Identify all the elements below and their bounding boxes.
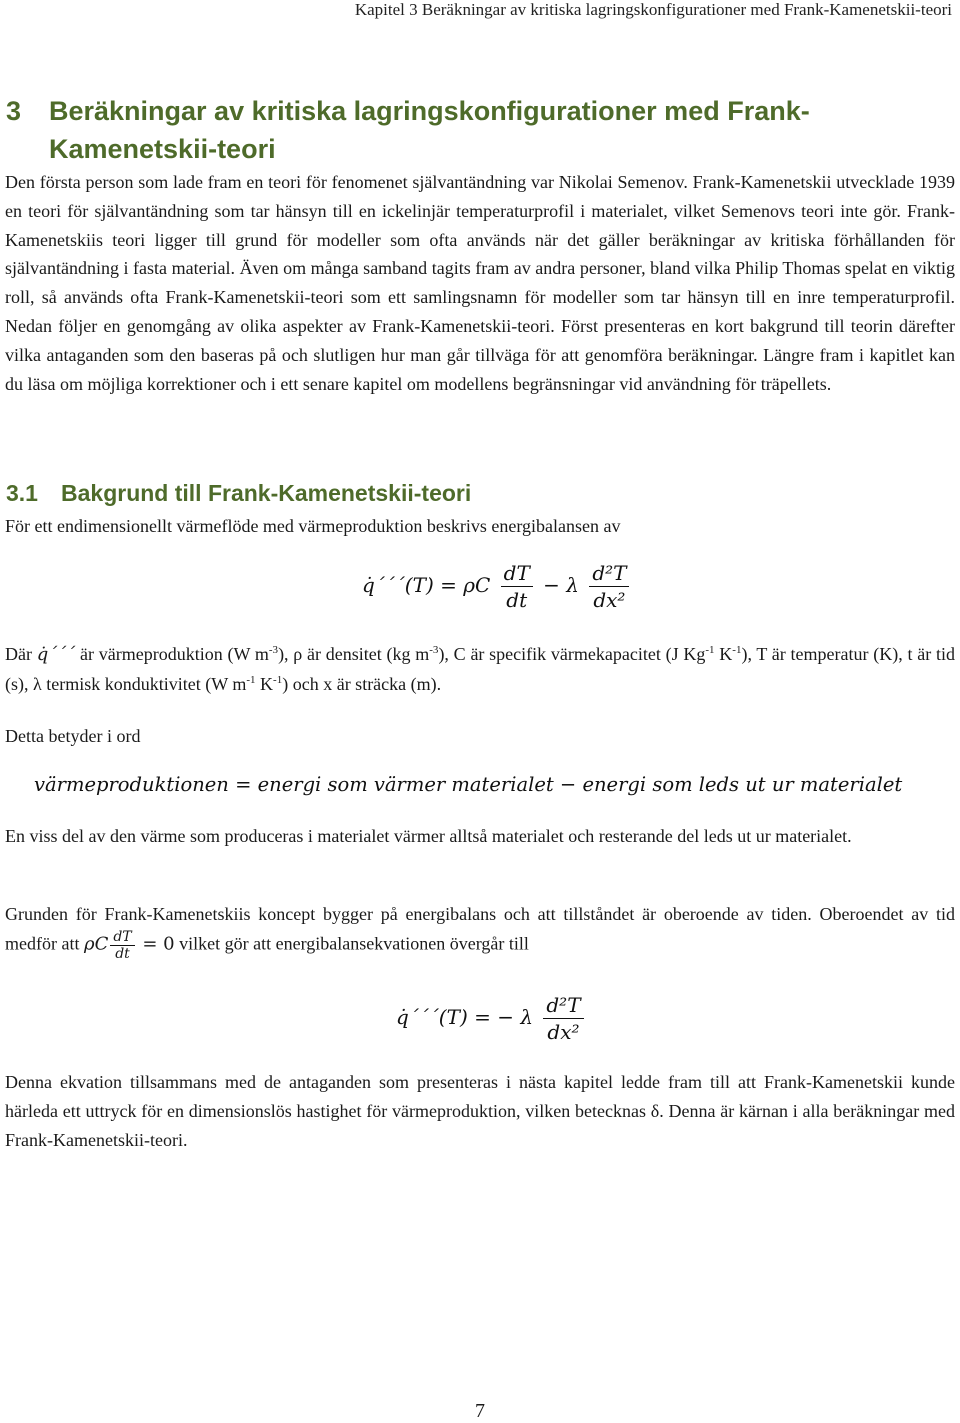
def-superscript: -1 [246,673,256,686]
def-superscript: -3 [268,644,279,656]
eq1-frac2-denominator: dx² [593,588,626,612]
equals-zero: = 0 [136,933,175,955]
closing-text: Denna ekvation tillsammans med de antaganden som presenteras i nästa kapitel ledde fram till att Frank-Kamenetskii kunde härleda ett uttryck för en dimensionslös hastighet för värmeproduktion, vilken betecknas [5,1072,955,1121]
def-text: är värmeproduktion (W m [75,644,269,664]
variable-definitions [5,640,955,699]
def-superscript: -1 [273,673,283,686]
eq1-lhs: q̇´´´(T) = ρC [362,573,491,597]
chapter-heading [6,92,946,168]
def-text: ) och x är sträcka (m). [282,673,442,694]
steady-text: vilket gör att energibalansekvationen övergår till [174,933,529,954]
def-superscript: -3 [429,644,439,656]
closing-text: . Denna är kärnan i alla beräkningar med Frank-Kamenetskii-teori. [5,1100,955,1150]
def-superscript: -1 [732,644,742,656]
section-intro: För ett endimensionellt värmeflöde med värmeproduktion beskrivs energibalansen av [5,516,621,536]
steady-text: Grunden för Frank-Kamenetskiis koncept bygger på energibalans och att tillståndet är oberoende av tiden. Oberoendet av tid medför att [5,904,955,954]
delta-symbol: δ [650,1100,660,1121]
def-superscript: -1 [705,644,715,656]
def-text: K [255,673,274,694]
def-text: ), ρ är densitet (kg m [278,644,430,664]
steady-state-equation [396,992,588,1045]
page-number: 7 [475,1400,485,1422]
section-heading [6,478,471,508]
heat-paragraph: En viss del av den värme som produceras i materialet värmer alltså materialet och resterande del leds ut ur materialet. [5,826,852,846]
in-words-intro: Detta betyder i ord [5,726,141,746]
intro-paragraph: Den första person som lade fram en teori för fenomenet självantändning var Nikolai Semenov. Frank-Kamenetskii utvecklade 1939 en teori för självantändning som tar hänsyn till en ickelinjär temperaturprofil i materialet, vilket Semenovs teori inte gör. Frank-Kamenetskiis teori ligger till grund för modeller som ofta används när det gäller beräkningar av kritiska förhållanden för självantändning i fasta material. Även om många samband tagits fram av andra personer, bland vilka Philip Thomas spelat en viktig roll, så används ofta Frank-Kamenetskii-teori som ett samlingsnamn för modeller som tar hänsyn till en inre temperaturprofil. Nedan följer en genomgång av olika aspekter av Frank-Kamenetskii-teori. Först presenteras en kort bakgrund till teorin därefter vilka antaganden som den baseras på och slutligen hur man går tillväga för att genomföra beräkningar. Längre fram i kapitlet kan du läsa om möjliga korrektioner och i ett senare kapitel om modellens begränsningar vid användning för träpellets. [5,172,955,394]
eq2-lhs: q̇´´´(T) = − λ [396,1005,534,1029]
rho-c-symbol: ρC [83,933,109,955]
section-number: 3.1 [6,480,38,506]
section-title: Bakgrund till Frank-Kamenetskii-teori [61,480,472,506]
def-text: K [714,644,733,664]
eq1-minus-lambda: − λ [543,573,579,597]
eq2-frac-numerator: d²T [543,992,583,1019]
chapter-title-line1: Beräkningar av kritiska lagringskonfigurationer med Frank- [49,96,810,126]
def-text: Där [5,644,37,664]
eq1-time-derivative [501,560,533,613]
eq1-second-derivative [589,560,629,613]
inline-frac-numerator: dT [110,929,134,946]
inline-frac-denominator: dt [115,945,130,962]
eq1-frac1-numerator: dT [501,560,533,587]
eq1-frac1-denominator: dt [506,588,528,612]
def-text: ), C är specifik värmekapacitet (J Kg [438,644,706,664]
qdot-symbol: q̇´´´ [36,644,76,665]
eq2-second-derivative [543,992,583,1045]
inline-time-derivative [110,929,134,962]
steady-state-paragraph [5,900,955,962]
eq2-frac-denominator: dx² [547,1020,580,1044]
chapter-title-line2: Kamenetskii-teori [49,134,276,164]
def-text: ), T är temperatur (K), t är tid (s), λ termisk konduktivitet (W m [5,644,955,694]
closing-paragraph [5,1068,955,1154]
word-equation: värmeproduktionen = energi som värmer materialet − energi som leds ut ur materialet [34,773,903,796]
eq1-frac2-numerator: d²T [589,560,629,587]
running-header: Kapitel 3 Beräkningar av kritiska lagringskonfigurationer med Frank-Kamenetskii-teori [354,0,952,19]
energy-balance-equation [362,560,633,613]
chapter-number: 3 [6,96,22,126]
